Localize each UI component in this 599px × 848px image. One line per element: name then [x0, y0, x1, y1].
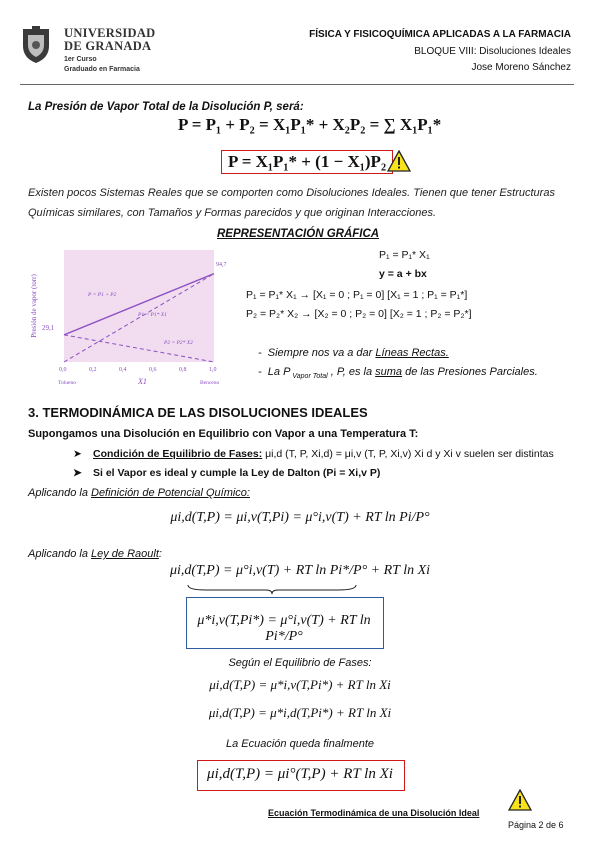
section-title: 3. TERMODINÁMICA DE LAS DISOLUCIONES IDEALES	[28, 405, 368, 420]
phase-equation-2: μi,d(T,P) = μ*i,d(T,Pi*) + RT ln Xi	[208, 705, 392, 720]
note2-subscript: Vapor Total	[290, 373, 328, 381]
x-tick-label: 0,0	[59, 367, 67, 373]
warning-icon	[387, 150, 411, 172]
note-straight-lines: - Siempre nos va a dar Líneas Rectas.	[258, 347, 449, 359]
chart-ylabel: Presión de vapor (torr)	[30, 274, 38, 338]
university-name-line1: UNIVERSIDAD	[64, 26, 156, 40]
chart-y-right-value: 94,7	[216, 262, 227, 268]
potential-underlined: Definición de Potencial Químico:	[91, 487, 250, 499]
bullet1-text: μi,d (T, P, Xi,d) = μi,v (T, P, Xi,v) Xi d y Xi v suelen ser distintas	[262, 448, 554, 460]
note2-text: La P	[267, 366, 291, 378]
potential-lead	[28, 487, 250, 499]
chart-xlabel: X1	[138, 377, 147, 386]
chart-label-total: P = P1 + P2	[88, 292, 117, 298]
chart-label-p1: P1 = P1* X1	[138, 312, 167, 318]
vapor-pressure-chart	[28, 244, 243, 386]
potential-pre: Aplicando la	[28, 487, 91, 499]
note-sum-partial: - La P $_{Vapor Total}$ , P, es la suma de las Presiones Parciales.	[258, 366, 538, 381]
note1-text: Siempre nos va a dar	[267, 347, 376, 359]
x-tick-label: 0,2	[89, 367, 97, 373]
note2-underlined: suma	[375, 366, 403, 378]
x-tick-label: 0,4	[119, 367, 127, 373]
ideal-solutions-paragraph: Existen pocos Sistemas Reales que se comporten como Disoluciones Ideales. Tienen que tener Estructuras Químicas similares, con Tamaños y Formas parecidos y que originan Interacciones.	[28, 187, 555, 219]
author-name: Jose Moreno Sánchez	[471, 62, 571, 73]
relation-p2-limits: P₂ = P₂* X₂ → [X₂ = 0 ; P₂ = 0] [X₂ = 1 ; P₂ = P₂*]	[246, 308, 472, 320]
note2-mid: , P, es la	[327, 366, 376, 378]
relation-p1: P₁ = P₁* X₁	[379, 249, 430, 261]
phase-equation-1: μi,d(T,P) = μ*i,v(T,Pi*) + RT ln Xi	[209, 677, 391, 692]
pressure-lead-text: La Presión de Vapor Total de la Disolución P, será:	[28, 101, 304, 113]
subject-title: FÍSICA Y FISICOQUÍMICA APLICADAS A LA FARMACIA	[309, 29, 571, 40]
raoult-pre: Aplicando la	[28, 548, 91, 560]
bullet-dalton	[73, 467, 380, 479]
graph-section-title: REPRESENTACIÓN GRÁFICA	[217, 228, 380, 240]
raoult-underlined: Ley de Raoult	[91, 548, 159, 560]
potential-equation: μi,d(T,P) = μi,v(T,Pi) = μ°i,v(T) + RT ln Pi/P°	[170, 510, 430, 525]
final-equation: μi,d(T,P) = μi°(T,P) + RT ln Xi	[207, 766, 393, 782]
bullet2-text: Si el Vapor es ideal y cumple la Ley de Dalton (Pi = Xi,v P)	[93, 467, 381, 479]
phases-lead: Según el Equilibrio de Fases:	[228, 657, 372, 669]
arrow-bullet-icon: ➤	[73, 448, 82, 460]
boxed-pressure-equation: P = X₁P₁* + (1 − X₁)P₂	[221, 150, 393, 174]
chart-label-p2: P2 = P2* X2	[164, 340, 193, 346]
x-tick-label: 0,8	[179, 367, 187, 373]
chart-x-left-label: Tolueno	[58, 380, 76, 386]
warning-icon	[508, 789, 532, 811]
total-pressure-equation: P = P₁ + P₂ = X₁P₁* + X₂P₂ = ∑ X₁P₁*	[178, 115, 442, 134]
course-label: 1er Curso	[64, 56, 97, 63]
bullet-phase-equilibrium	[73, 448, 554, 460]
relation-p1-limits: P₁ = P₁* X₁ → [X₁ = 0 ; P₁ = 0] [X₁ = 1 ; P₁ = P₁*]	[246, 289, 468, 301]
university-name-line2: DE GRANADA	[64, 39, 152, 53]
final-lead: La Ecuación queda finalmente	[226, 738, 374, 750]
supposition-text: Supongamos una Disolución en Equilibrio con Vapor a una Temperatura T:	[28, 428, 419, 440]
note1-underlined: Líneas Rectas.	[375, 347, 449, 359]
footer-caption: Ecuación Termodinámica de una Disolución Ideal	[268, 808, 480, 818]
chart-x-right-label: Benceno	[200, 380, 220, 386]
blue-box-equation: μ*i,v(T,Pi*) = μ°i,v(T) + RT ln Pi*/P°	[197, 613, 371, 644]
bullet1-title: Condición de Equilibrio de Fases:	[93, 448, 263, 460]
raoult-post: :	[158, 548, 162, 560]
x-tick-label: 0,6	[149, 367, 157, 373]
degree-label: Graduado en Farmacia	[64, 66, 140, 73]
university-crest-icon	[20, 26, 52, 64]
header-divider	[20, 84, 574, 85]
page-number: Página 2 de 6	[508, 820, 564, 830]
chart-y-left-value: 29,1	[42, 324, 55, 332]
note2-end: de las Presiones Parciales.	[402, 366, 538, 378]
relation-linear: y = a + bx	[379, 268, 427, 280]
block-title: BLOQUE VIII: Disoluciones Ideales	[414, 46, 571, 57]
arrow-bullet-icon: ➤	[73, 467, 82, 479]
x-tick-label: 1,0	[209, 367, 217, 373]
raoult-equation: μi,d(T,P) = μ°i,v(T) + RT ln Pi*/P° + RT ln Xi	[169, 563, 431, 578]
brace-icon	[186, 583, 358, 595]
raoult-lead	[28, 548, 162, 560]
